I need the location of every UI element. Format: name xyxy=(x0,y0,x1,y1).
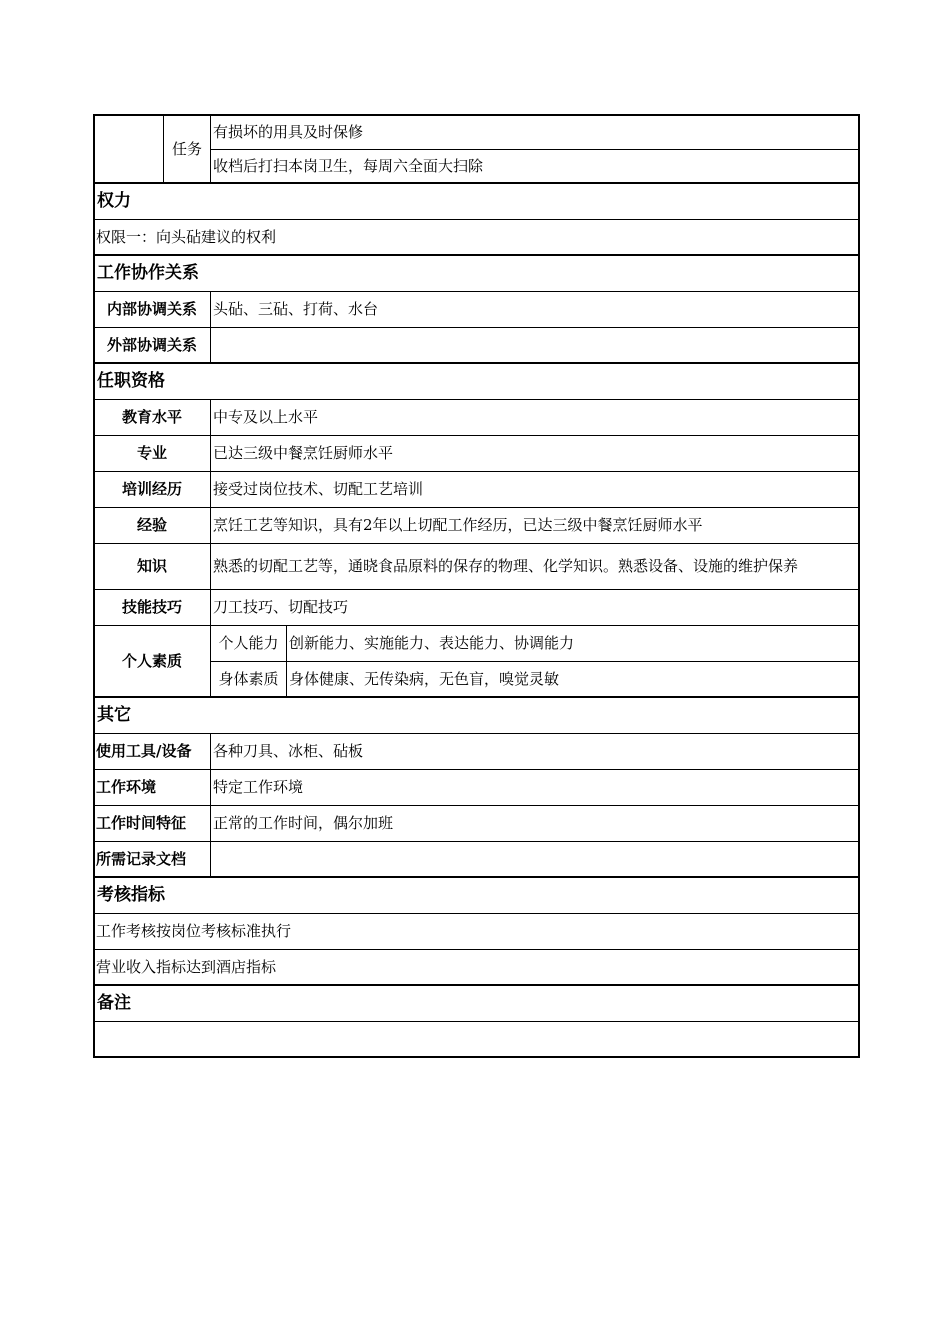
hours-label: 工作时间特征 xyxy=(94,805,211,841)
other-row-hours xyxy=(94,805,859,841)
section-title-qualifications: 任职资格 xyxy=(94,363,859,399)
job-description-table xyxy=(93,114,858,1058)
personal-ability-label: 个人能力 xyxy=(211,625,287,661)
section-other xyxy=(94,697,859,733)
internal-relations-label: 内部协调关系 xyxy=(94,291,211,327)
qual-row-personal-ability xyxy=(94,625,859,661)
qual-row-experience xyxy=(94,507,859,543)
records-label: 所需记录文档 xyxy=(94,841,211,877)
training-label: 培训经历 xyxy=(94,471,211,507)
assessment-row-1 xyxy=(94,913,859,949)
environment-label: 工作环境 xyxy=(94,769,211,805)
section-remarks xyxy=(94,985,859,1021)
tools-value: 各种刀具、冰柜、砧板 xyxy=(211,733,859,769)
skills-value: 刀工技巧、切配技巧 xyxy=(211,589,859,625)
task-row-1 xyxy=(94,115,859,149)
task-item-1: 有损坏的用具及时保修 xyxy=(211,115,859,149)
remarks-value xyxy=(94,1021,859,1057)
section-title-relations: 工作协作关系 xyxy=(94,255,859,291)
physical-value: 身体健康、无传染病，无色盲，嗅觉灵敏 xyxy=(287,661,859,697)
internal-relations-value: 头砧、三砧、打荷、水台 xyxy=(211,291,859,327)
external-relations-label: 外部协调关系 xyxy=(94,327,211,363)
external-relations-value xyxy=(211,327,859,363)
other-row-tools xyxy=(94,733,859,769)
personal-ability-value: 创新能力、实施能力、表达能力、协调能力 xyxy=(287,625,859,661)
experience-value: 烹饪工艺等知识，具有2年以上切配工作经历，已达三级中餐烹饪厨师水平 xyxy=(211,507,859,543)
section-authority xyxy=(94,183,859,219)
assessment-row-2 xyxy=(94,949,859,985)
task-label: 任务 xyxy=(164,115,211,183)
qual-row-training xyxy=(94,471,859,507)
environment-value: 特定工作环境 xyxy=(211,769,859,805)
remarks-row xyxy=(94,1021,859,1057)
experience-label: 经验 xyxy=(94,507,211,543)
task-blank-cell xyxy=(94,115,164,183)
education-value: 中专及以上水平 xyxy=(211,399,859,435)
qual-row-skills xyxy=(94,589,859,625)
skills-label: 技能技巧 xyxy=(94,589,211,625)
training-value: 接受过岗位技术、切配工艺培训 xyxy=(211,471,859,507)
section-title-assessment: 考核指标 xyxy=(94,877,859,913)
tools-label: 使用工具/设备 xyxy=(94,733,211,769)
physical-label: 身体素质 xyxy=(211,661,287,697)
relations-internal-row xyxy=(94,291,859,327)
major-value: 已达三级中餐烹饪厨师水平 xyxy=(211,435,859,471)
section-title-authority: 权力 xyxy=(94,183,859,219)
records-value xyxy=(211,841,859,877)
knowledge-value: 熟悉的切配工艺等，通晓食品原料的保存的物理、化学知识。熟悉设备、设施的维护保养 xyxy=(211,543,859,589)
section-title-remarks: 备注 xyxy=(94,985,859,1021)
major-label: 专业 xyxy=(94,435,211,471)
hours-value: 正常的工作时间，偶尔加班 xyxy=(211,805,859,841)
authority-row xyxy=(94,219,859,255)
other-row-environment xyxy=(94,769,859,805)
job-table xyxy=(93,114,859,1058)
education-label: 教育水平 xyxy=(94,399,211,435)
qual-row-major xyxy=(94,435,859,471)
section-qualifications xyxy=(94,363,859,399)
section-assessment xyxy=(94,877,859,913)
assessment-item-1: 工作考核按岗位考核标准执行 xyxy=(94,913,859,949)
authority-item-1: 权限一：向头砧建议的权利 xyxy=(94,219,859,255)
section-relations xyxy=(94,255,859,291)
relations-external-row xyxy=(94,327,859,363)
section-title-other: 其它 xyxy=(94,697,859,733)
knowledge-label: 知识 xyxy=(94,543,211,589)
personal-quality-label: 个人素质 xyxy=(94,625,211,697)
other-row-records xyxy=(94,841,859,877)
qual-row-education xyxy=(94,399,859,435)
task-item-2: 收档后打扫本岗卫生，每周六全面大扫除 xyxy=(211,149,859,183)
qual-row-knowledge xyxy=(94,543,859,589)
assessment-item-2: 营业收入指标达到酒店指标 xyxy=(94,949,859,985)
